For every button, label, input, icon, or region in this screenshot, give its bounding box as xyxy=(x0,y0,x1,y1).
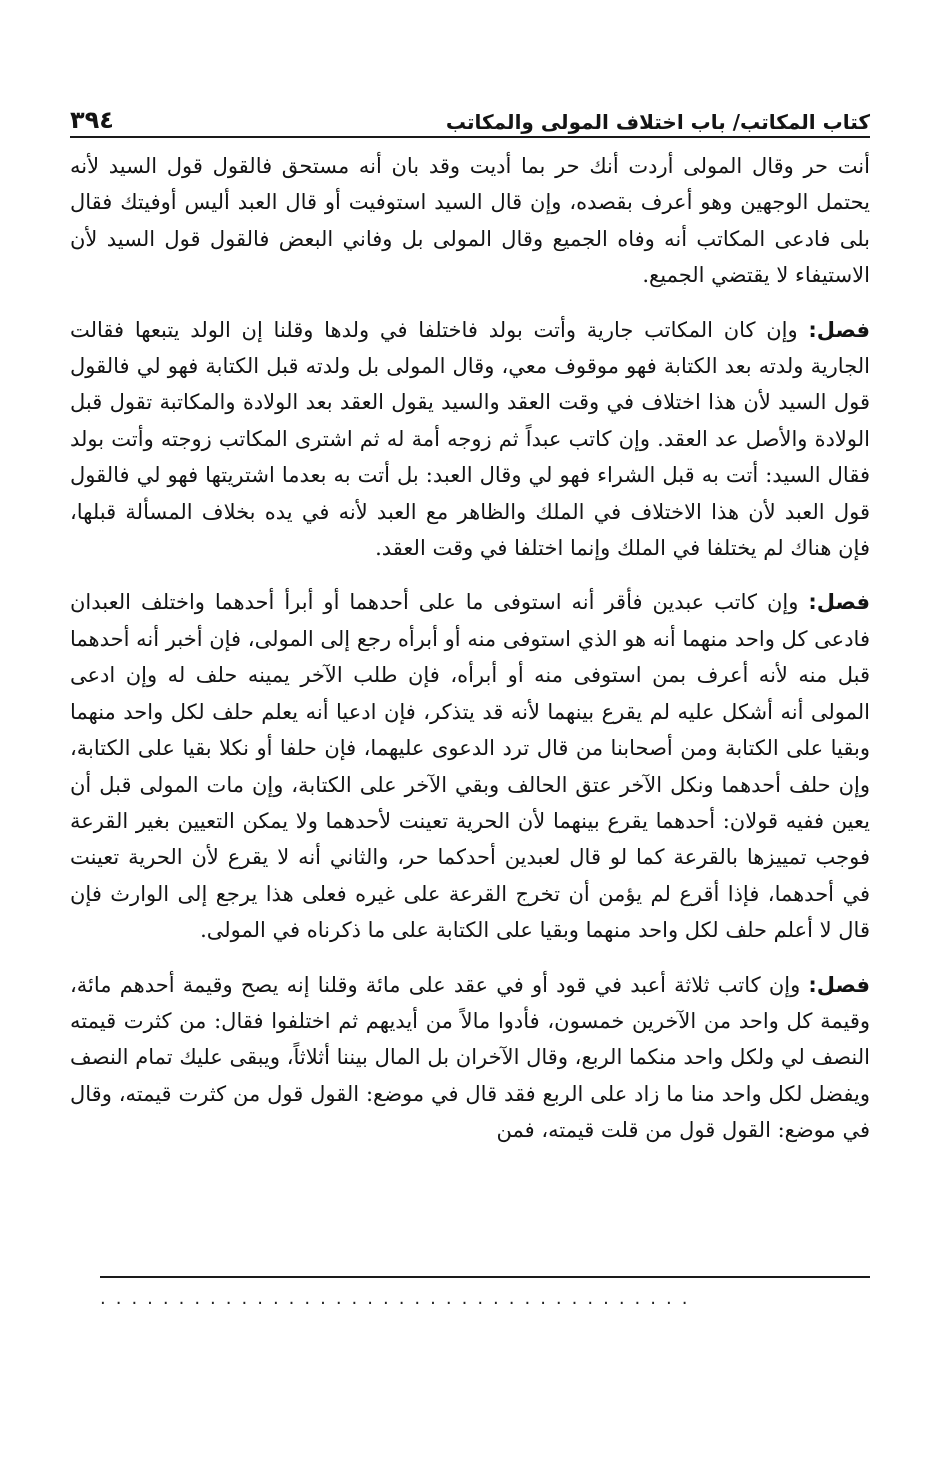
paragraph-4-label: فصل: xyxy=(808,972,870,997)
page-header xyxy=(70,92,870,138)
paragraph-1-text: أنت حر وقال المولى أردت أنك حر بما أديت وقد بان أنه مستحق فالقول قول السيد لأنه يحتمل الوجهين وهو أعرف بقصده، وإن قال السيد استوفيت أو قال العبد أليس أوفيتك فقال بلى فادعى المكاتب أنه وفاه الجميع وقال المولى بل وفاني البعض فالقول قول السيد لأن الاستيفاء لا يقتضي الجميع. xyxy=(70,154,870,288)
body-text xyxy=(70,148,870,1149)
paragraph-3-text: وإن كاتب عبدين فأقر أنه استوفى ما على أحدهما أو أبرأ أحدهما واختلف العبدان فادعى كل واحد منهما أنه هو الذي استوفى منه أو أبرأه رجع إلى المولى، فإن أخبر أنه أحدهما قبل منه لأنه أعرف بمن استوفى منه أو أبرأه، فإن طلب الآخر يمينه حلف له وإن ادعى المولى أنه أشكل عليه لم يقرع بينهما لأنه قد يتذكر، فإن ادعيا أنه يعلم حلف لكل واحد منهما وبقيا على الكتابة ومن أصحابنا من قال ترد الدعوى عليهما، فإن حلفا أو نكلا بقيا على الكتابة، وإن حلف أحدهما ونكل الآخر عتق الحالف وبقي الآخر على الكتابة، وإن مات المولى قبل أن يعين ففيه قولان: أحدهما يقرع بينهما لأن الحرية تعينت لأحدهما ولا يمكن التعيين بغير القرعة فوجب تمييزها بالقرعة كما لو قال لعبدين أحدكما حر، والثاني أنه لا يقرع لأن الحرية تعينت في أحدهما، فإذا أقرع لم يؤمن أن تخرج القرعة على غيره فعلى هذا يرجع إلى الوارث فإن قال لا أعلم حلف لكل واحد منهما وبقيا على الكتابة على ما ذكرناه في المولى. xyxy=(70,590,870,943)
footnote-dots: ...................................... xyxy=(100,1288,698,1309)
paragraph-3 xyxy=(70,584,870,948)
paragraph-2-text: وإن كان المكاتب جارية وأتت بولد فاختلفا في ولدها وقلنا إن الولد يتبعها فقالت الجارية ولدته بعد الكتابة فهو موقوف معي، وقال المولى بل ولدته قبل الكتابة فهو لي فالقول قول السيد لأن هذا اختلاف في وقت العقد والسيد يقول العقد بعد الولادة والمكاتبة تقول قبل الولادة والأصل عد العقد. وإن كاتب عبداً ثم زوجه أمة له ثم اشترى المكاتب زوجته وأتت بولد فقال السيد: أتت به قبل الشراء فهو لي وقال العبد: بل أتت به بعدما اشتريتها فهو لي فالقول قول العبد لأن هذا الاختلاف في الملك والظاهر مع العبد لأنه في يده بخلاف المسألة قبلها، فإن هناك لم يختلفا في الملك وإنما اختلفا في وقت العقد. xyxy=(70,317,870,561)
paragraph-1 xyxy=(70,148,870,294)
paragraph-2-label: فصل: xyxy=(808,317,870,342)
document-page xyxy=(70,92,870,1392)
paragraph-3-label: فصل: xyxy=(808,590,870,615)
paragraph-4-text: وإن كاتب ثلاثة أعبد في قود أو في عقد على مائة وقلنا إنه يصح وقيمة أحدهم مائة، وقيمة كل واحد من الآخرين خمسون، فأدوا مالاً من أيديهم ثم اختلفوا فقال: من كثرت قيمته النصف لي ولكل واحد منكما الربع، وقال الآخران بل المال بيننا أثلاثاً، ويبقى عليك تمام النصف ويفضل لكل واحد منا ما زاد على الربع فقد قال في موضع: القول قول من كثرت قيمته، وقال في موضع: القول قول من قلت قيمته، فمن xyxy=(70,972,870,1143)
page-number: ٣٩٤ xyxy=(70,106,114,134)
footnote-rule xyxy=(100,1276,870,1278)
paragraph-4 xyxy=(70,967,870,1149)
running-title: كتاب المكاتب/ باب اختلاف المولى والمكاتب xyxy=(445,110,870,134)
paragraph-2 xyxy=(70,312,870,567)
